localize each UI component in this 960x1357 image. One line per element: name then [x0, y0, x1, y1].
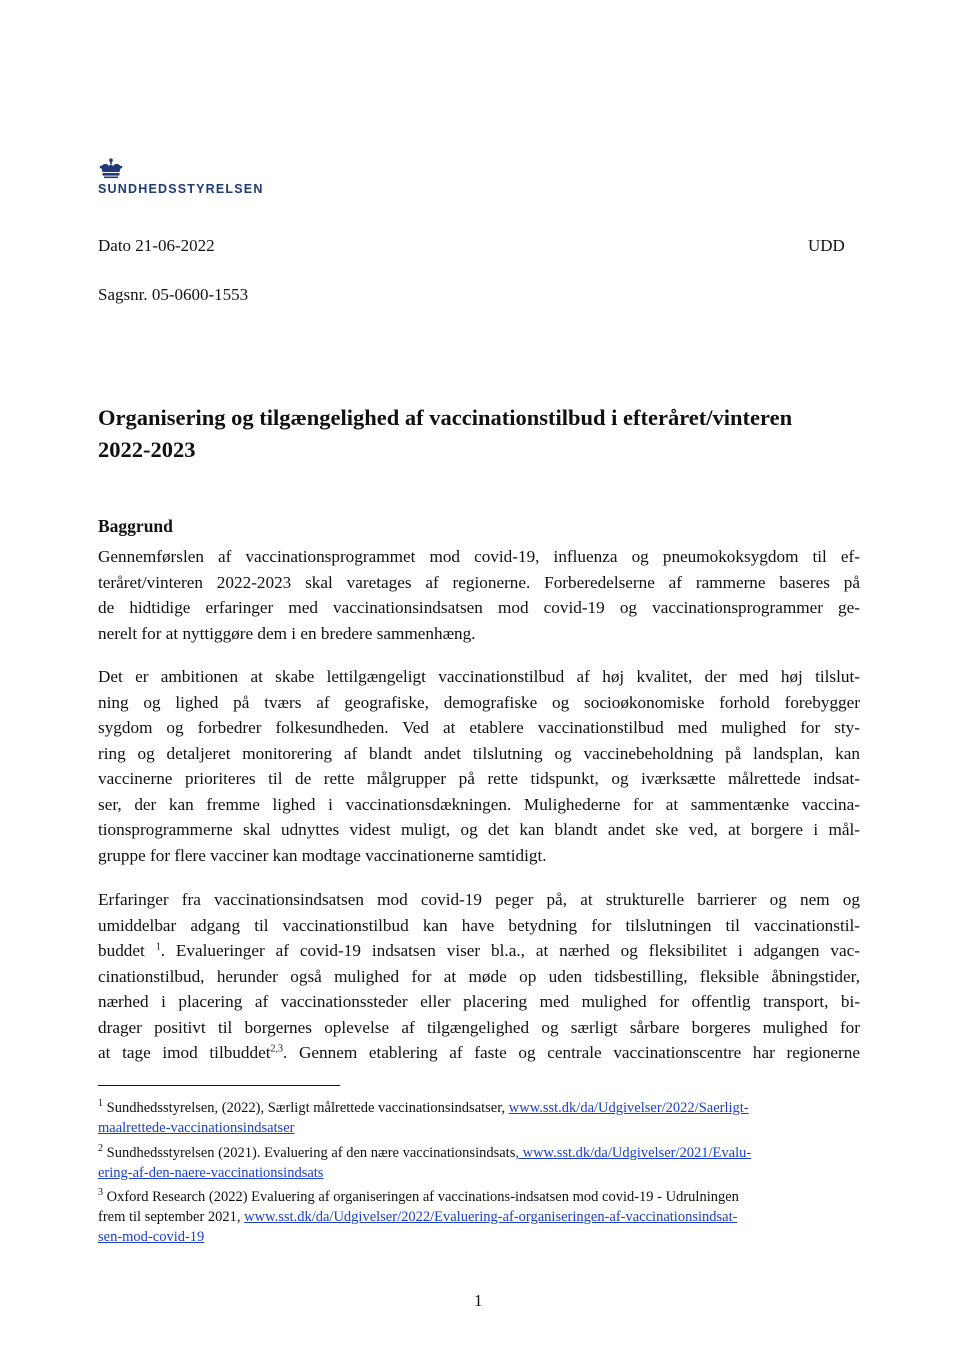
page-number: 1	[474, 1291, 483, 1310]
footnote-marker: 2	[98, 1143, 103, 1155]
document-date: Dato 21-06-2022	[98, 236, 215, 255]
footnote-link[interactable]: www.sst.dk/da/Udgivelser/2022/Evaluering-af-organiseringen-af-vaccinationsindsat-	[244, 1209, 738, 1225]
paragraph-line: ser, der kan fremme lighed i vaccinationsdækningen. Mulighederne for at sammentænke vaccina-	[98, 794, 860, 814]
footnote-marker: 1	[98, 1098, 103, 1110]
footnote-text: Sundhedsstyrelsen, (2022), Særligt målrettede vaccinationsindsatser,	[103, 1100, 509, 1116]
footnote-ref-1[interactable]: 1	[155, 941, 161, 953]
line-text: . Evalueringer af covid-19 indsatsen viser bl.a., at nærhed og fleksibilitet i adgangen vac-	[160, 941, 861, 960]
paragraph-line: ning og lighed på tværs af geografiske, demografiske og socioøkonomiske forhold forebygger	[98, 692, 860, 712]
footnote-link[interactable]: sen-mod-covid-19	[98, 1229, 205, 1245]
paragraph-2	[98, 664, 860, 868]
footnote-link[interactable]: , www.sst.dk/da/Udgivelser/2021/Evalu-	[515, 1145, 752, 1161]
paragraph-line: Erfaringer fra vaccinationsindsatsen mod covid-19 peger på, at strukturelle barrierer og nem og	[98, 890, 860, 909]
footnote-text: frem til september 2021,	[98, 1209, 245, 1225]
paragraph-line: teråret/vinteren 2022-2023 skal varetages af regionerne. Forberedelserne af rammerne baseres på	[98, 572, 860, 592]
paragraph-line: cinationstilbud, herunder også mulighed for at møde op uden tidsbestilling, fleksible åbningstider,	[98, 966, 860, 986]
paragraph-line: sygdom og forbedrer folkesundheden. Ved at etablere vaccinationstilbud med mulighed for sty-	[98, 718, 860, 737]
paragraph-line: tionsprogrammerne skal udnyttes videst muligt, og det kan blandt andet ske ved, at borgere i mål-	[98, 820, 860, 839]
title-line-1: Organisering og tilgængelighed af vaccinationstilbud i efteråret/vinteren	[98, 405, 793, 430]
paragraph-line: ring og detaljeret monitorering af blandt andet tilslutning og vaccinebeholdning på landsplan, kan	[98, 743, 860, 763]
paragraph-line: nærhed i placering af vaccinationssteder eller placering med mulighed for offentlig transport, bi-	[98, 992, 860, 1011]
paragraph-1	[98, 544, 860, 646]
paragraph-line	[98, 1040, 860, 1066]
footnote-2	[98, 1143, 860, 1183]
section-heading: Baggrund	[98, 516, 173, 536]
paragraph-line: Det er ambitionen at skabe lettilgængeligt vaccinationstilbud af høj kvalitet, der med høj tilslut-	[98, 667, 860, 686]
footnote-text: Oxford Research (2022) Evaluering af organiseringen af vaccinations-indsatsen mod covid-19 - Udrulningen	[103, 1189, 739, 1205]
footnote-link[interactable]: ering-af-den-naere-vaccinationsindsats	[98, 1165, 324, 1181]
line-text: at tage imod tilbuddet	[98, 1043, 271, 1062]
paragraph-line: gruppe for flere vacciner kan modtage vaccinationerne samtidigt.	[98, 845, 547, 865]
paragraph-line: Gennemførslen af vaccinationsprogrammet mod covid-19, influenza og pneumokoksygdom til ef-	[98, 547, 860, 566]
footnote-3	[98, 1187, 860, 1247]
document-title	[98, 402, 858, 466]
footnote-ref-2-3[interactable]: 2,3	[270, 1043, 283, 1055]
footnote-1	[98, 1098, 860, 1138]
paragraph-3	[98, 887, 860, 1066]
department-code: UDD	[808, 236, 845, 255]
footnote-divider	[98, 1085, 340, 1086]
footnote-link[interactable]: www.sst.dk/da/Udgivelser/2022/Saerligt-	[508, 1100, 749, 1116]
line-text: buddet	[98, 941, 156, 960]
footnote-marker: 3	[98, 1187, 103, 1199]
footnote-link[interactable]: maalrettede-vaccinationsindsatser	[98, 1120, 295, 1136]
title-line-2: 2022-2023	[98, 437, 196, 462]
paragraph-line: drager positivt til borgernes oplevelse af tilgængelighed og særligt sårbare borgeres mulighed for	[98, 1017, 860, 1037]
logo-wordmark: SUNDHEDSSTYRELSEN	[98, 182, 264, 196]
paragraph-line	[98, 938, 860, 964]
paragraph-line: umiddelbar adgang til vaccinationstilbud kan have betydning for tilslutningen til vaccinationstil-	[98, 915, 860, 935]
line-text: . Gennem etablering af faste og centrale vaccinationscentre har regionerne	[283, 1043, 860, 1062]
paragraph-line: nerelt for at nyttiggøre dem i en bredere sammenhæng.	[98, 623, 476, 643]
case-number: Sagsnr. 05-0600-1553	[98, 285, 249, 304]
crown-icon	[98, 158, 124, 180]
footnote-text: Sundhedsstyrelsen (2021). Evaluering af den nære vaccinationsindsats	[103, 1145, 516, 1161]
paragraph-line: de hidtidige erfaringer med vaccinationsindsatsen mod covid-19 og vaccinationsprogrammer ge-	[98, 598, 860, 617]
paragraph-line: vaccinerne prioriteres til de rette målgrupper på rette tidspunkt, og iværksætte målrettede indsat-	[98, 769, 860, 788]
